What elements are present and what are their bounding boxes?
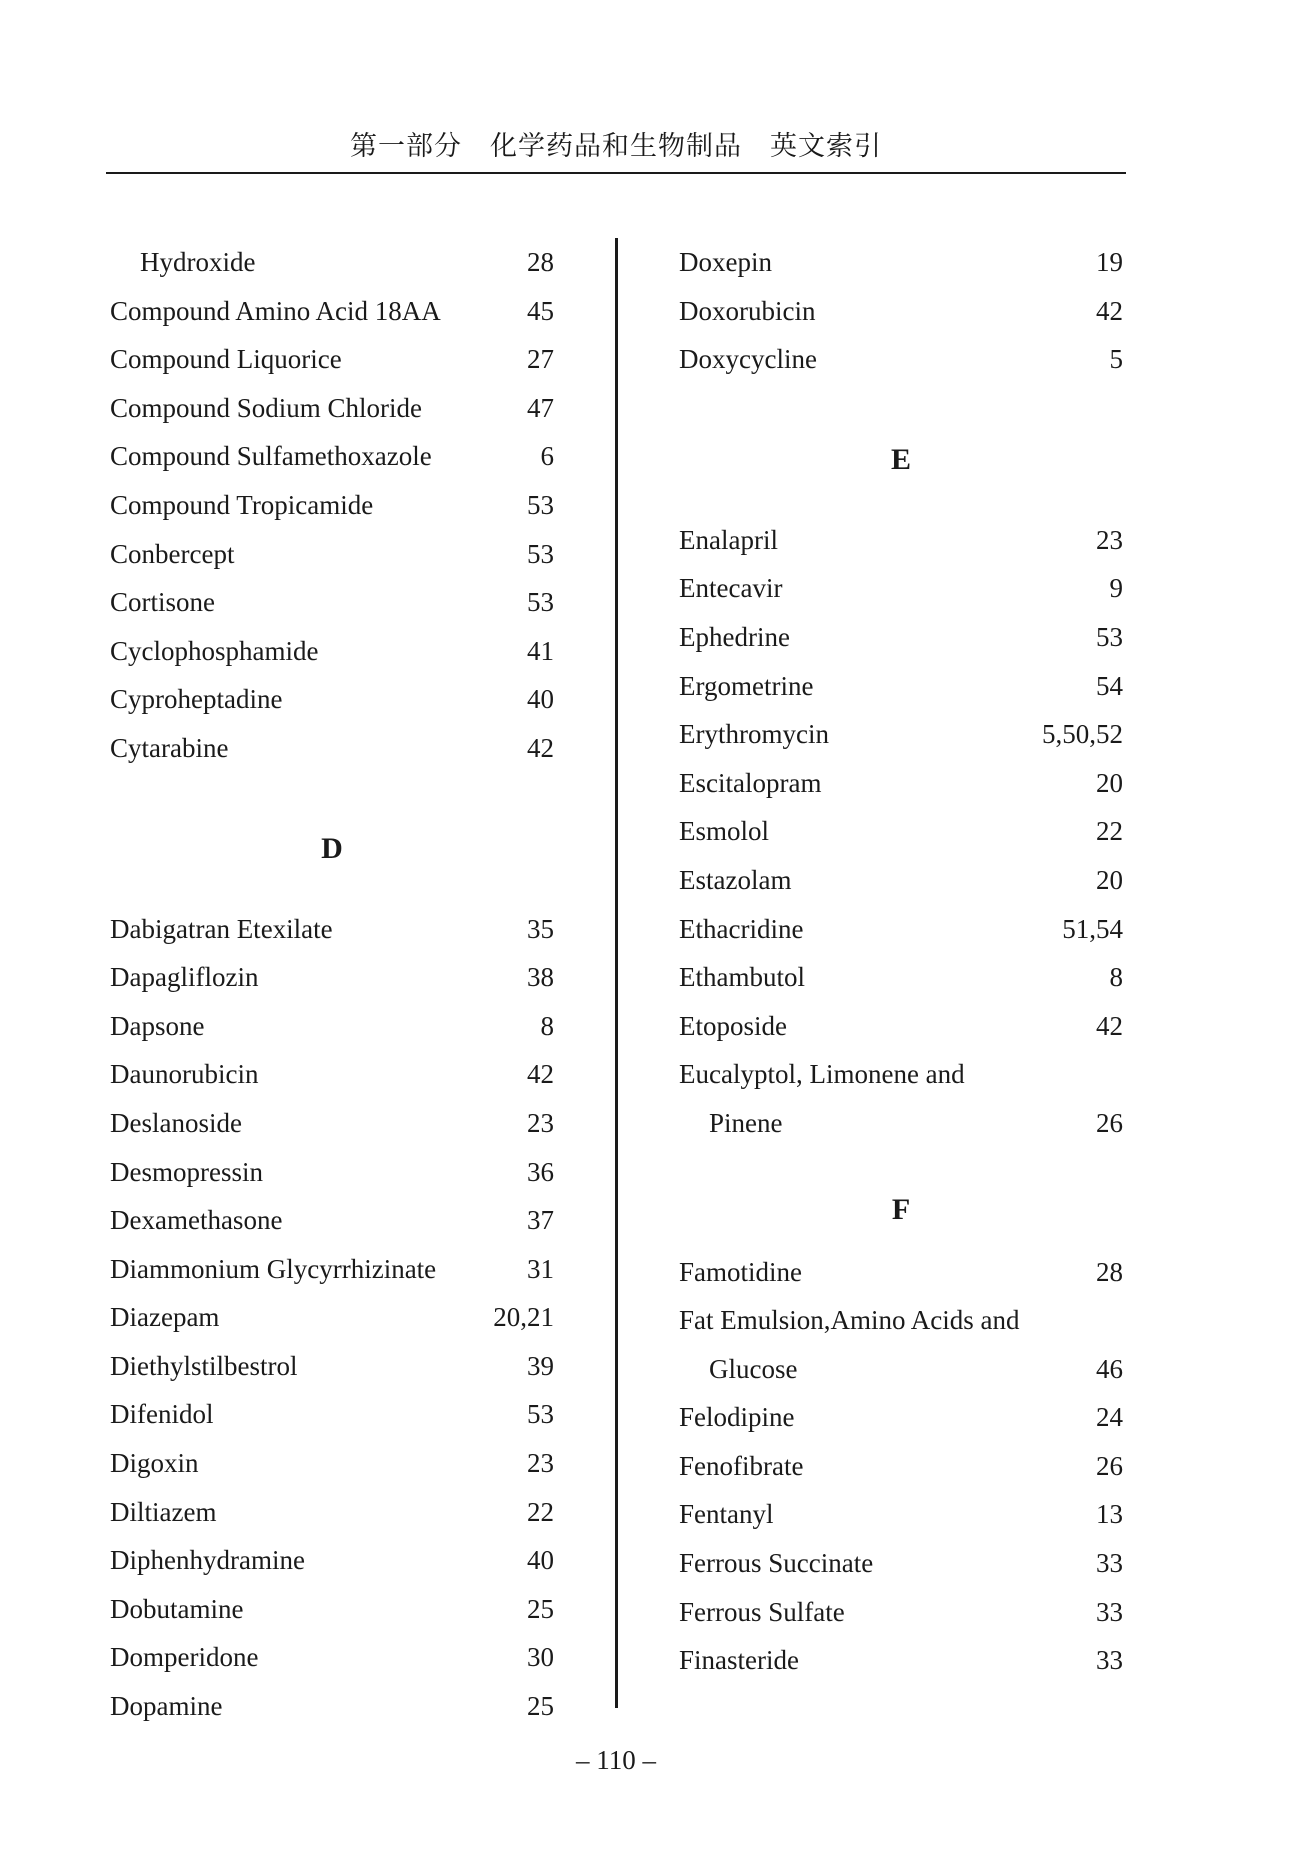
index-entry xyxy=(679,953,1123,1002)
index-entry xyxy=(110,1148,554,1197)
index-term: Ergometrine xyxy=(679,670,814,701)
index-term: Digoxin xyxy=(110,1448,199,1479)
index-entry xyxy=(110,1390,554,1439)
spacer xyxy=(110,773,554,793)
index-page-number: 5,50,52 xyxy=(1042,719,1123,750)
index-page-number: 41 xyxy=(527,635,554,666)
index-term: Diethylstilbestrol xyxy=(110,1350,298,1381)
index-entry xyxy=(679,710,1123,759)
index-column-right xyxy=(679,238,1123,1685)
index-term: Difenidol xyxy=(110,1399,214,1430)
index-term: Compound Liquorice xyxy=(110,344,342,375)
index-page-number: 20 xyxy=(1096,767,1123,798)
index-entry xyxy=(110,432,554,481)
index-entry xyxy=(679,1296,1123,1345)
index-entry xyxy=(679,238,1123,287)
index-entry xyxy=(110,530,554,579)
index-entry xyxy=(679,1442,1123,1491)
index-term: Cyclophosphamide xyxy=(110,635,319,666)
index-entry xyxy=(679,1636,1123,1685)
index-entry xyxy=(110,1196,554,1245)
index-entry xyxy=(110,1245,554,1294)
index-page-number: 35 xyxy=(527,913,554,944)
column-divider xyxy=(615,238,618,1708)
index-term: Eucalyptol, Limonene and xyxy=(679,1059,965,1090)
index-entry xyxy=(110,953,554,1002)
index-page-number: 46 xyxy=(1096,1353,1123,1384)
index-term: Erythromycin xyxy=(679,719,829,750)
index-entry xyxy=(679,856,1123,905)
index-term: Compound Sulfamethoxazole xyxy=(110,441,432,472)
index-term: Cyproheptadine xyxy=(110,684,283,715)
index-entry xyxy=(110,1293,554,1342)
index-term: Hydroxide xyxy=(140,247,256,277)
index-term: Compound Sodium Chloride xyxy=(110,392,423,423)
index-entry xyxy=(679,662,1123,711)
index-term: Doxycycline xyxy=(679,344,817,375)
index-term: Dapsone xyxy=(110,1010,205,1041)
index-entry xyxy=(679,1345,1123,1394)
index-page-number: 25 xyxy=(527,1691,554,1722)
index-page-number: 28 xyxy=(1096,1256,1123,1287)
index-entry xyxy=(110,724,554,773)
index-entry xyxy=(679,1002,1123,1051)
index-page-number: 19 xyxy=(1096,247,1123,277)
index-page-number: 25 xyxy=(527,1593,554,1624)
index-term: Entecavir xyxy=(679,573,783,604)
index-page-number: 26 xyxy=(1096,1107,1123,1138)
index-page-number: 23 xyxy=(1096,524,1123,555)
index-term: Compound Tropicamide xyxy=(110,489,374,520)
index-entry xyxy=(110,627,554,676)
index-entry xyxy=(679,1490,1123,1539)
index-term: Enalapril xyxy=(679,524,778,555)
index-term: Esmolol xyxy=(679,816,770,847)
index-term: Ferrous Succinate xyxy=(679,1548,874,1579)
index-entry xyxy=(110,1536,554,1585)
index-column-left xyxy=(110,238,554,1731)
index-term: Dabigatran Etexilate xyxy=(110,913,333,944)
index-term: Doxepin xyxy=(679,247,772,277)
index-page-number: 20 xyxy=(1096,864,1123,895)
page-number: – 110 – xyxy=(576,1745,656,1775)
index-page-number: 8 xyxy=(1109,962,1123,993)
index-entry xyxy=(110,1342,554,1391)
index-entry xyxy=(679,905,1123,954)
index-entry xyxy=(679,1393,1123,1442)
index-entry xyxy=(110,1633,554,1682)
index-page-number: 36 xyxy=(527,1156,554,1187)
page-header-title: 第一部分 化学药品和生物制品 英文索引 xyxy=(350,131,882,162)
index-term: Dapagliflozin xyxy=(110,962,259,993)
index-entry xyxy=(679,807,1123,856)
index-page-number: 24 xyxy=(1096,1402,1123,1433)
index-group-e xyxy=(679,516,1123,1148)
index-entry xyxy=(679,1539,1123,1588)
index-entry xyxy=(110,1488,554,1537)
index-entry xyxy=(679,564,1123,613)
index-page-number: 53 xyxy=(527,587,554,618)
index-term: Diphenhydramine xyxy=(110,1545,305,1576)
index-page-number: 38 xyxy=(527,962,554,993)
index-term: Estazolam xyxy=(679,864,792,895)
index-term: Fat Emulsion,Amino Acids and xyxy=(679,1305,1020,1336)
index-page-number: 53 xyxy=(527,538,554,569)
index-entry xyxy=(110,675,554,724)
index-entry xyxy=(110,335,554,384)
index-term: Compound Amino Acid 18AA xyxy=(110,295,441,326)
index-page-number: 42 xyxy=(527,732,554,763)
index-term: Diazepam xyxy=(110,1302,220,1333)
index-term: Doxorubicin xyxy=(679,295,816,326)
index-term: Dobutamine xyxy=(110,1593,244,1624)
index-group-f xyxy=(679,1248,1123,1685)
index-group-d-continued xyxy=(679,238,1123,384)
index-entry xyxy=(110,1682,554,1731)
index-term: Ethambutol xyxy=(679,962,805,993)
index-page-number: 27 xyxy=(527,344,554,375)
index-page-number: 40 xyxy=(527,684,554,715)
index-page-number: 47 xyxy=(527,392,554,423)
index-entry xyxy=(110,1585,554,1634)
index-page-number: 22 xyxy=(527,1496,554,1527)
index-entry xyxy=(110,1050,554,1099)
index-term: Ferrous Sulfate xyxy=(679,1596,845,1627)
index-term: Pinene xyxy=(709,1107,783,1138)
index-page-number: 42 xyxy=(527,1059,554,1090)
index-term: Glucose xyxy=(709,1353,798,1384)
index-term: Diltiazem xyxy=(110,1496,217,1527)
index-page-number: 30 xyxy=(527,1642,554,1673)
index-term: Finasteride xyxy=(679,1645,799,1676)
section-letter-e: E xyxy=(890,442,911,476)
index-entry xyxy=(679,516,1123,565)
index-page-number: 42 xyxy=(1096,295,1123,326)
index-term: Etoposide xyxy=(679,1010,787,1041)
index-page-number: 45 xyxy=(527,295,554,326)
index-term: Daunorubicin xyxy=(110,1059,259,1090)
index-entry xyxy=(110,384,554,433)
index-entry xyxy=(679,1099,1123,1148)
index-term: Ephedrine xyxy=(679,621,790,652)
index-term: Conbercept xyxy=(110,538,235,569)
index-page-number: 39 xyxy=(527,1350,554,1381)
index-term: Dexamethasone xyxy=(110,1205,283,1236)
index-term: Deslanoside xyxy=(110,1107,242,1138)
index-page-number: 37 xyxy=(527,1205,554,1236)
section-letter-f: F xyxy=(891,1192,911,1226)
index-page-number: 5 xyxy=(1109,344,1123,375)
index-page-number: 31 xyxy=(527,1253,554,1284)
index-page-number: 13 xyxy=(1096,1499,1123,1530)
index-entry xyxy=(110,238,554,287)
index-entry xyxy=(679,759,1123,808)
index-page-number: 40 xyxy=(527,1545,554,1576)
spacer xyxy=(679,384,1123,404)
index-page-number: 28 xyxy=(527,247,554,277)
index-term: Fentanyl xyxy=(679,1499,774,1530)
index-entry xyxy=(679,613,1123,662)
index-entry xyxy=(110,287,554,336)
index-page-number: 20,21 xyxy=(493,1302,554,1333)
index-term: Desmopressin xyxy=(110,1156,263,1187)
index-page-number: 9 xyxy=(1109,573,1123,604)
index-term: Ethacridine xyxy=(679,913,804,944)
index-page-number: 54 xyxy=(1096,670,1123,701)
index-page-number: 6 xyxy=(540,441,554,472)
index-page-number: 26 xyxy=(1096,1450,1123,1481)
index-entry xyxy=(110,578,554,627)
index-page-number: 33 xyxy=(1096,1548,1123,1579)
index-entry xyxy=(110,1099,554,1148)
index-term: Cytarabine xyxy=(110,732,229,763)
index-page-number: 53 xyxy=(527,1399,554,1430)
index-entry xyxy=(679,1050,1123,1099)
index-page-number: 33 xyxy=(1096,1645,1123,1676)
index-entry xyxy=(110,905,554,954)
index-term: Felodipine xyxy=(679,1402,795,1433)
index-entry xyxy=(110,1439,554,1488)
index-entry xyxy=(110,1002,554,1051)
index-term: Domperidone xyxy=(110,1642,259,1673)
section-letter-d: D xyxy=(321,831,343,865)
index-term: Escitalopram xyxy=(679,767,822,798)
index-entry xyxy=(679,287,1123,336)
index-term: Famotidine xyxy=(679,1256,802,1287)
index-entry xyxy=(679,335,1123,384)
index-page-number: 8 xyxy=(540,1010,554,1041)
index-page-number: 51,54 xyxy=(1062,913,1123,944)
index-term: Cortisone xyxy=(110,587,215,618)
index-page-number: 22 xyxy=(1096,816,1123,847)
index-term: Dopamine xyxy=(110,1691,223,1722)
index-page-number: 33 xyxy=(1096,1596,1123,1627)
index-entry xyxy=(679,1588,1123,1637)
header-rule xyxy=(106,172,1126,174)
index-page-number: 53 xyxy=(527,489,554,520)
index-page-number: 23 xyxy=(527,1448,554,1479)
index-group-d xyxy=(110,905,554,1731)
index-term: Fenofibrate xyxy=(679,1450,804,1481)
index-group-c-continued xyxy=(110,238,554,773)
index-page-number: 42 xyxy=(1096,1010,1123,1041)
index-entry xyxy=(679,1248,1123,1297)
index-entry xyxy=(110,481,554,530)
index-page-number: 53 xyxy=(1096,621,1123,652)
index-term: Diammonium Glycyrrhizinate xyxy=(110,1253,437,1284)
index-page-number: 23 xyxy=(527,1107,554,1138)
